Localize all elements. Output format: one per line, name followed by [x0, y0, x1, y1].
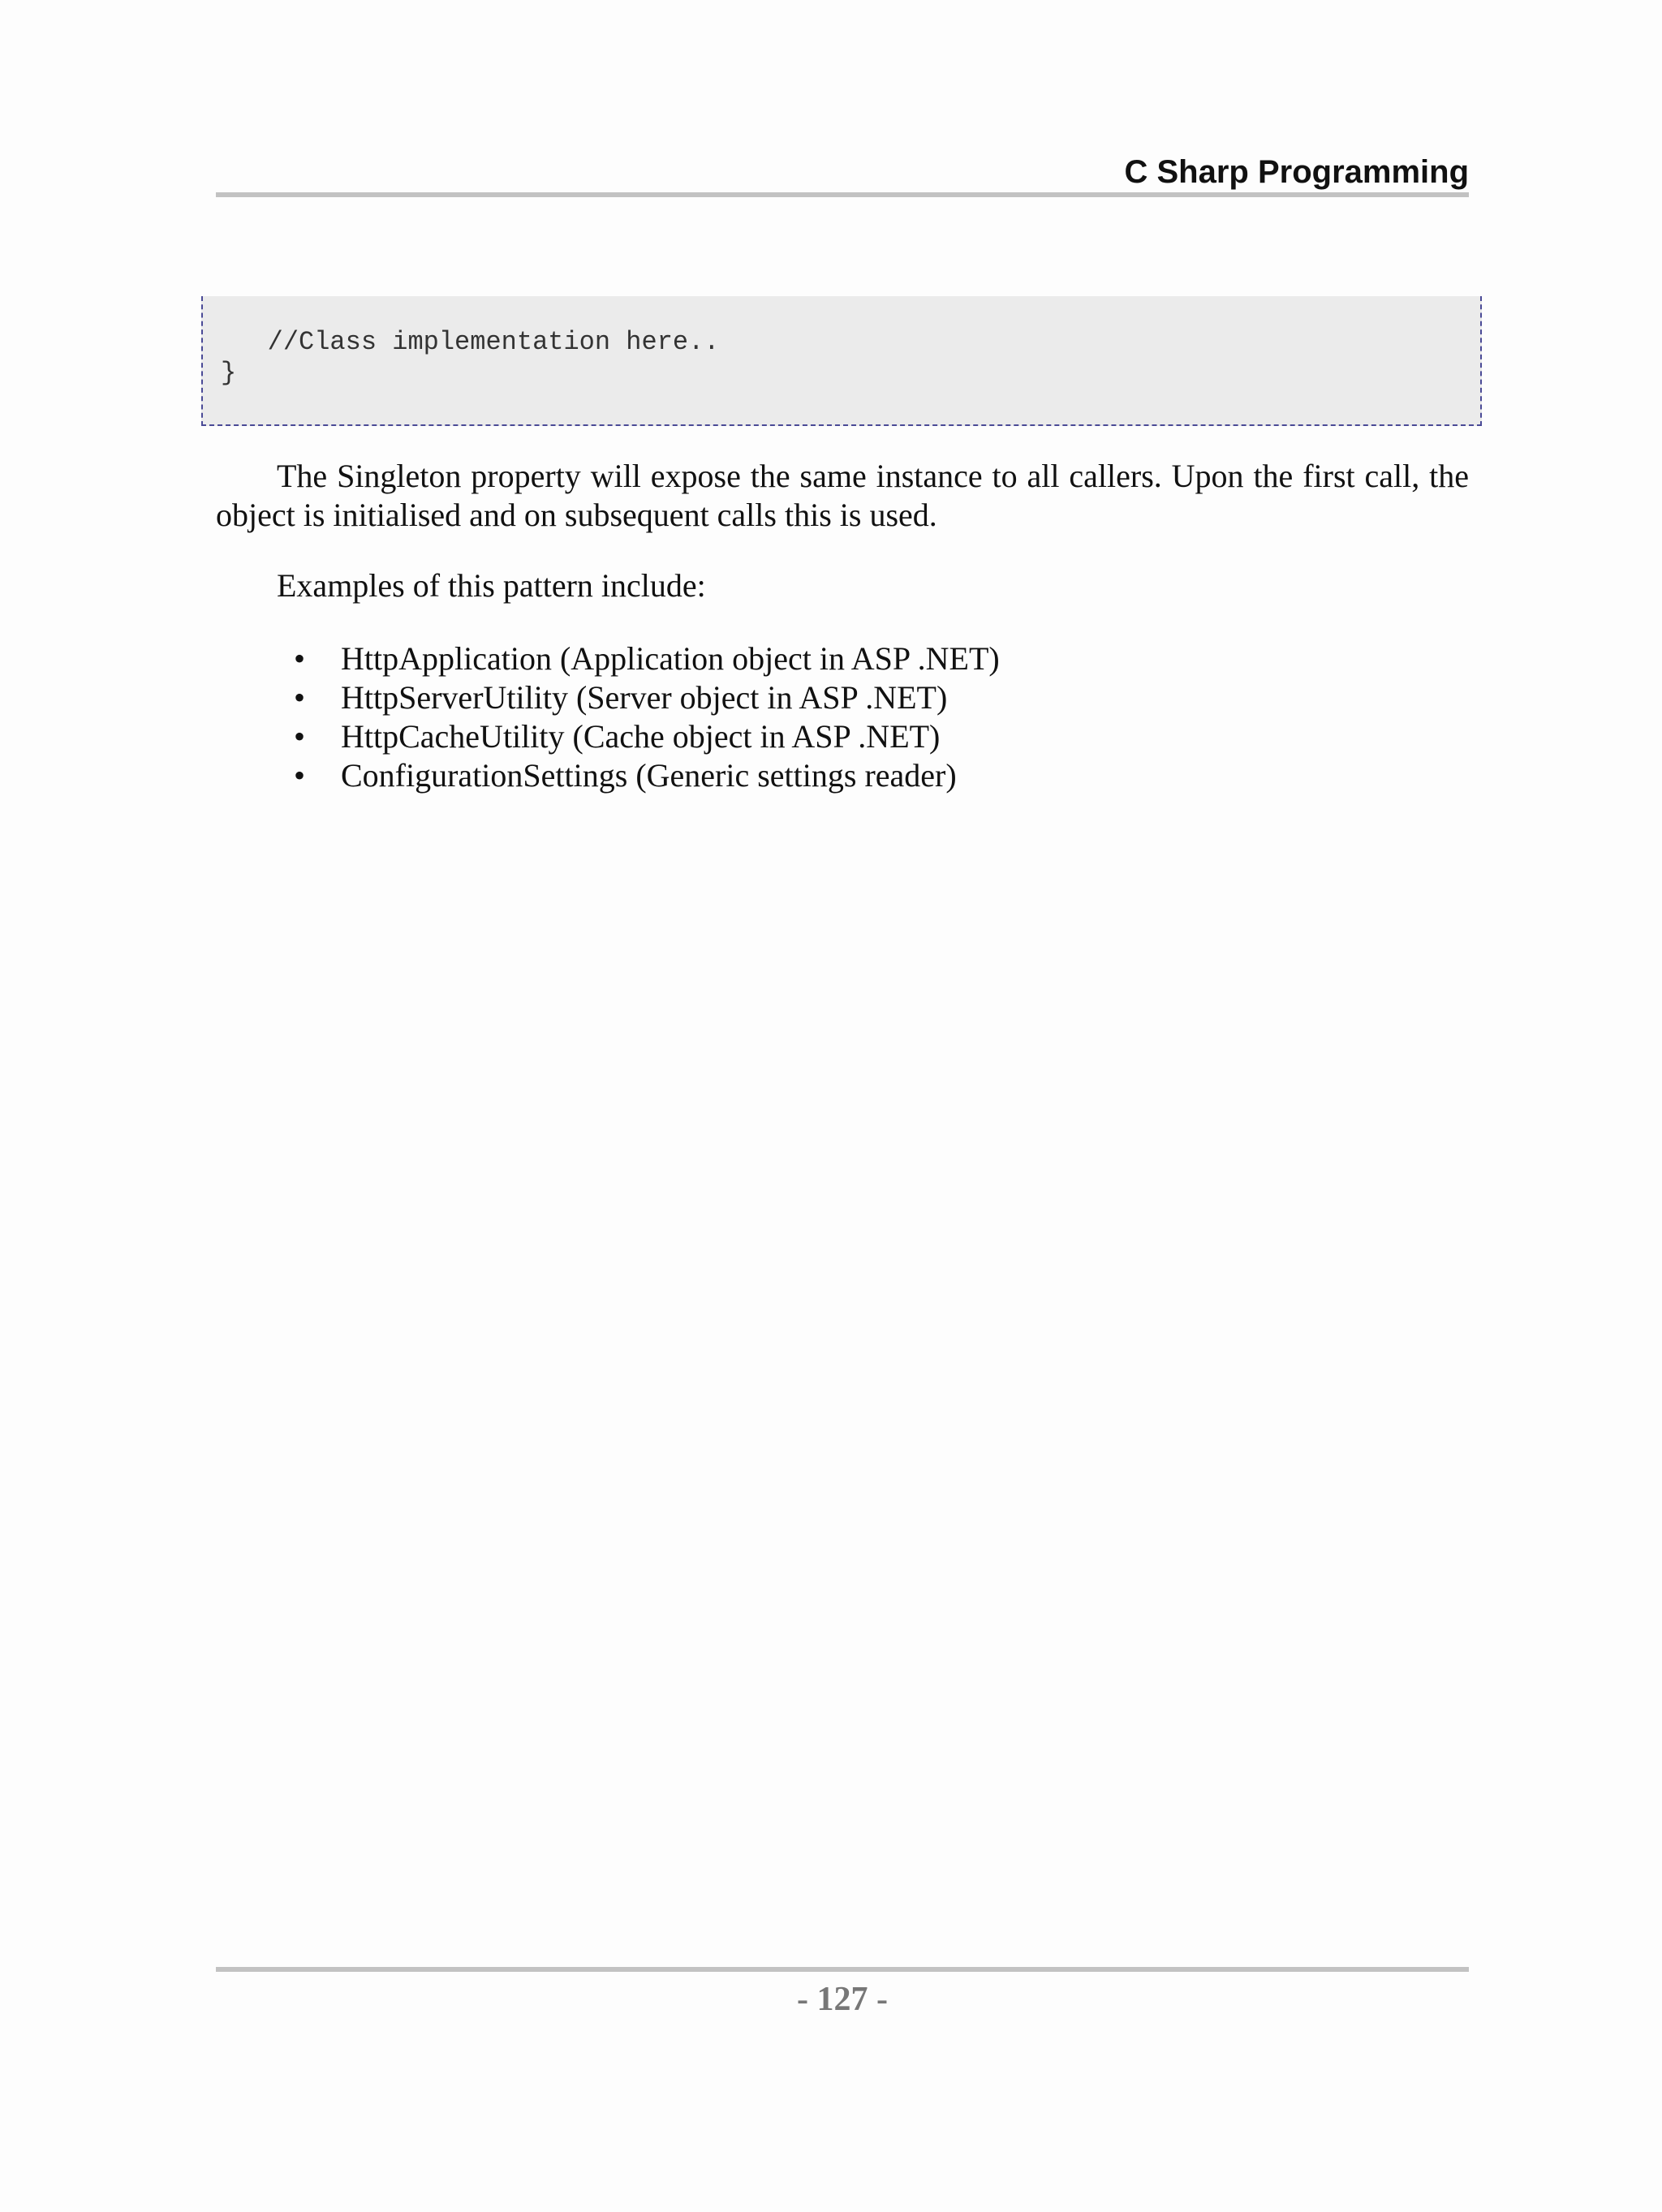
running-header-title: C Sharp Programming: [1124, 154, 1469, 190]
bullet-mark: •: [294, 640, 306, 677]
list-item-text: HttpServerUtility (Server object in ASP .NET): [341, 679, 948, 716]
page-number: - 127 -: [797, 1981, 888, 2018]
code-block: [201, 296, 1482, 426]
list-item-text: ConfigurationSettings (Generic settings reader): [341, 757, 957, 794]
bullet-mark: •: [294, 679, 306, 716]
list-item: [216, 717, 1469, 756]
examples-list: [216, 639, 1469, 795]
list-item-text: HttpApplication (Application object in ASP .NET): [341, 640, 1000, 677]
bullet-mark: •: [294, 757, 306, 794]
header-rule: [216, 192, 1469, 197]
footer-rule: [216, 1967, 1469, 1972]
code-line: }: [221, 358, 237, 388]
list-item-text: HttpCacheUtility (Cache object in ASP .NET): [341, 718, 941, 755]
bullet-mark: •: [294, 718, 306, 755]
paragraph-examples-intro: Examples of this pattern include:: [277, 567, 706, 604]
list-item: [216, 678, 1469, 717]
paragraph-singleton-description: The Singleton property will expose the same instance to all callers. Upon the first call, the object is initialised and on subsequent calls this is used.: [216, 458, 1469, 533]
code-line: //Class implementation here..: [221, 327, 720, 357]
list-item: [216, 639, 1469, 678]
list-item: [216, 756, 1469, 795]
